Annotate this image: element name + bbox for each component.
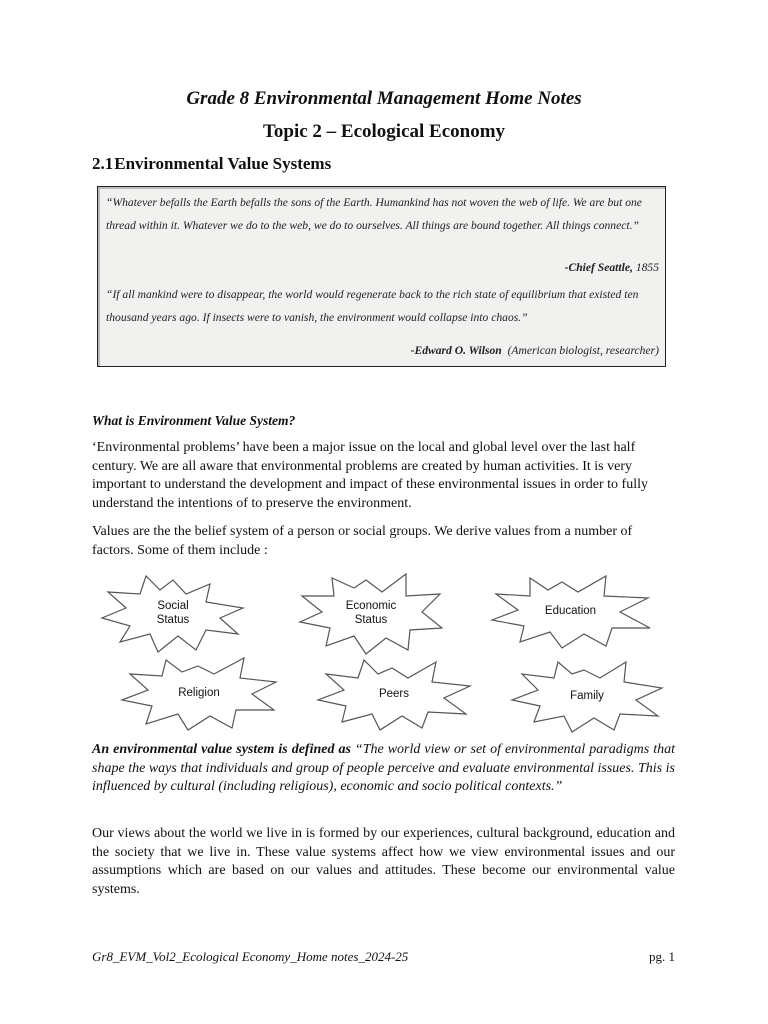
factor-family [508, 658, 666, 734]
factor-religion [118, 654, 280, 732]
quote-box [97, 186, 666, 367]
topic-heading: Topic 2 – Ecological Economy [262, 121, 506, 142]
definition-text: “The world view or set of environmental paradigms that shape the ways that individuals and group of people perceive and evaluate environmental issues. This is influenced by cultural (including religious), economic and socio political contexts.” [92, 742, 675, 794]
question-heading: What is Environment Value System? [92, 413, 296, 428]
section-heading [92, 154, 331, 174]
factor-label: Economic Status [345, 600, 397, 626]
quote-2-note: (American biologist, researcher) [507, 344, 659, 357]
section-title: Environmental Value Systems [114, 154, 332, 173]
factor-label: Education [544, 605, 597, 617]
paragraph-values: Values are the the belief system of a person or social groups. We derive values from a number of factors. Some of them include : [92, 524, 633, 558]
footer-page-number: pg. 1 [649, 949, 675, 964]
footer-document-id: Gr8_EVM_Vol2_Ecological Economy_Home notes_2024-25 [92, 949, 409, 964]
factor-label: Family [570, 690, 604, 702]
factor-economic-status [296, 570, 446, 656]
quote-1-author: -Chief Seattle, [564, 261, 633, 274]
paragraph-views: Our views about the world we live in is formed by our experiences, cultural background, education and the society that we live in. These value systems affect how we view environmental issues and our assumptions which are based on our values and attitudes. These become our environmental value systems. [92, 826, 675, 897]
factor-label: Social Status [156, 600, 190, 626]
document-title: Grade 8 Environmental Management Home Notes [186, 88, 582, 109]
factor-label: Religion [178, 687, 220, 699]
quote-2-author: -Edward O. Wilson [410, 344, 502, 357]
quote-1-note: 1855 [635, 261, 659, 274]
value-factors-diagram [90, 566, 670, 738]
factor-social-status [98, 572, 248, 654]
factor-education [488, 572, 653, 650]
quote-1-text: “Whatever befalls the Earth befalls the sons of the Earth. Humankind has not woven the web of life. We are but one thread within it. Whatever we do to the web, we do to ourselves. All things are bound together. All things connect.” [106, 196, 642, 232]
quote-2-text: “If all mankind were to disappear, the world would regenerate back to the rich state of equilibrium that existed ten thousand years ago. If insects were to vanish, the environment would collapse into chaos.” [106, 288, 639, 324]
factor-label: Peers [378, 688, 410, 700]
quote-2-attribution [411, 344, 659, 357]
section-number: 2.1 [92, 154, 114, 173]
quote-1-attribution [565, 261, 659, 274]
factor-peers [314, 656, 474, 732]
definition-lead: An environmental value system is defined as [92, 742, 351, 757]
paragraph-environmental-problems: ‘Environmental problems’ have been a major issue on the local and global level over the last half century. We are all aware that environmental problems are created by human activities. It is very important to understand the development and impact of these environmental issues in order to fully understand the intentions of to preserve the environment. [92, 440, 648, 511]
definition-paragraph [92, 741, 675, 797]
